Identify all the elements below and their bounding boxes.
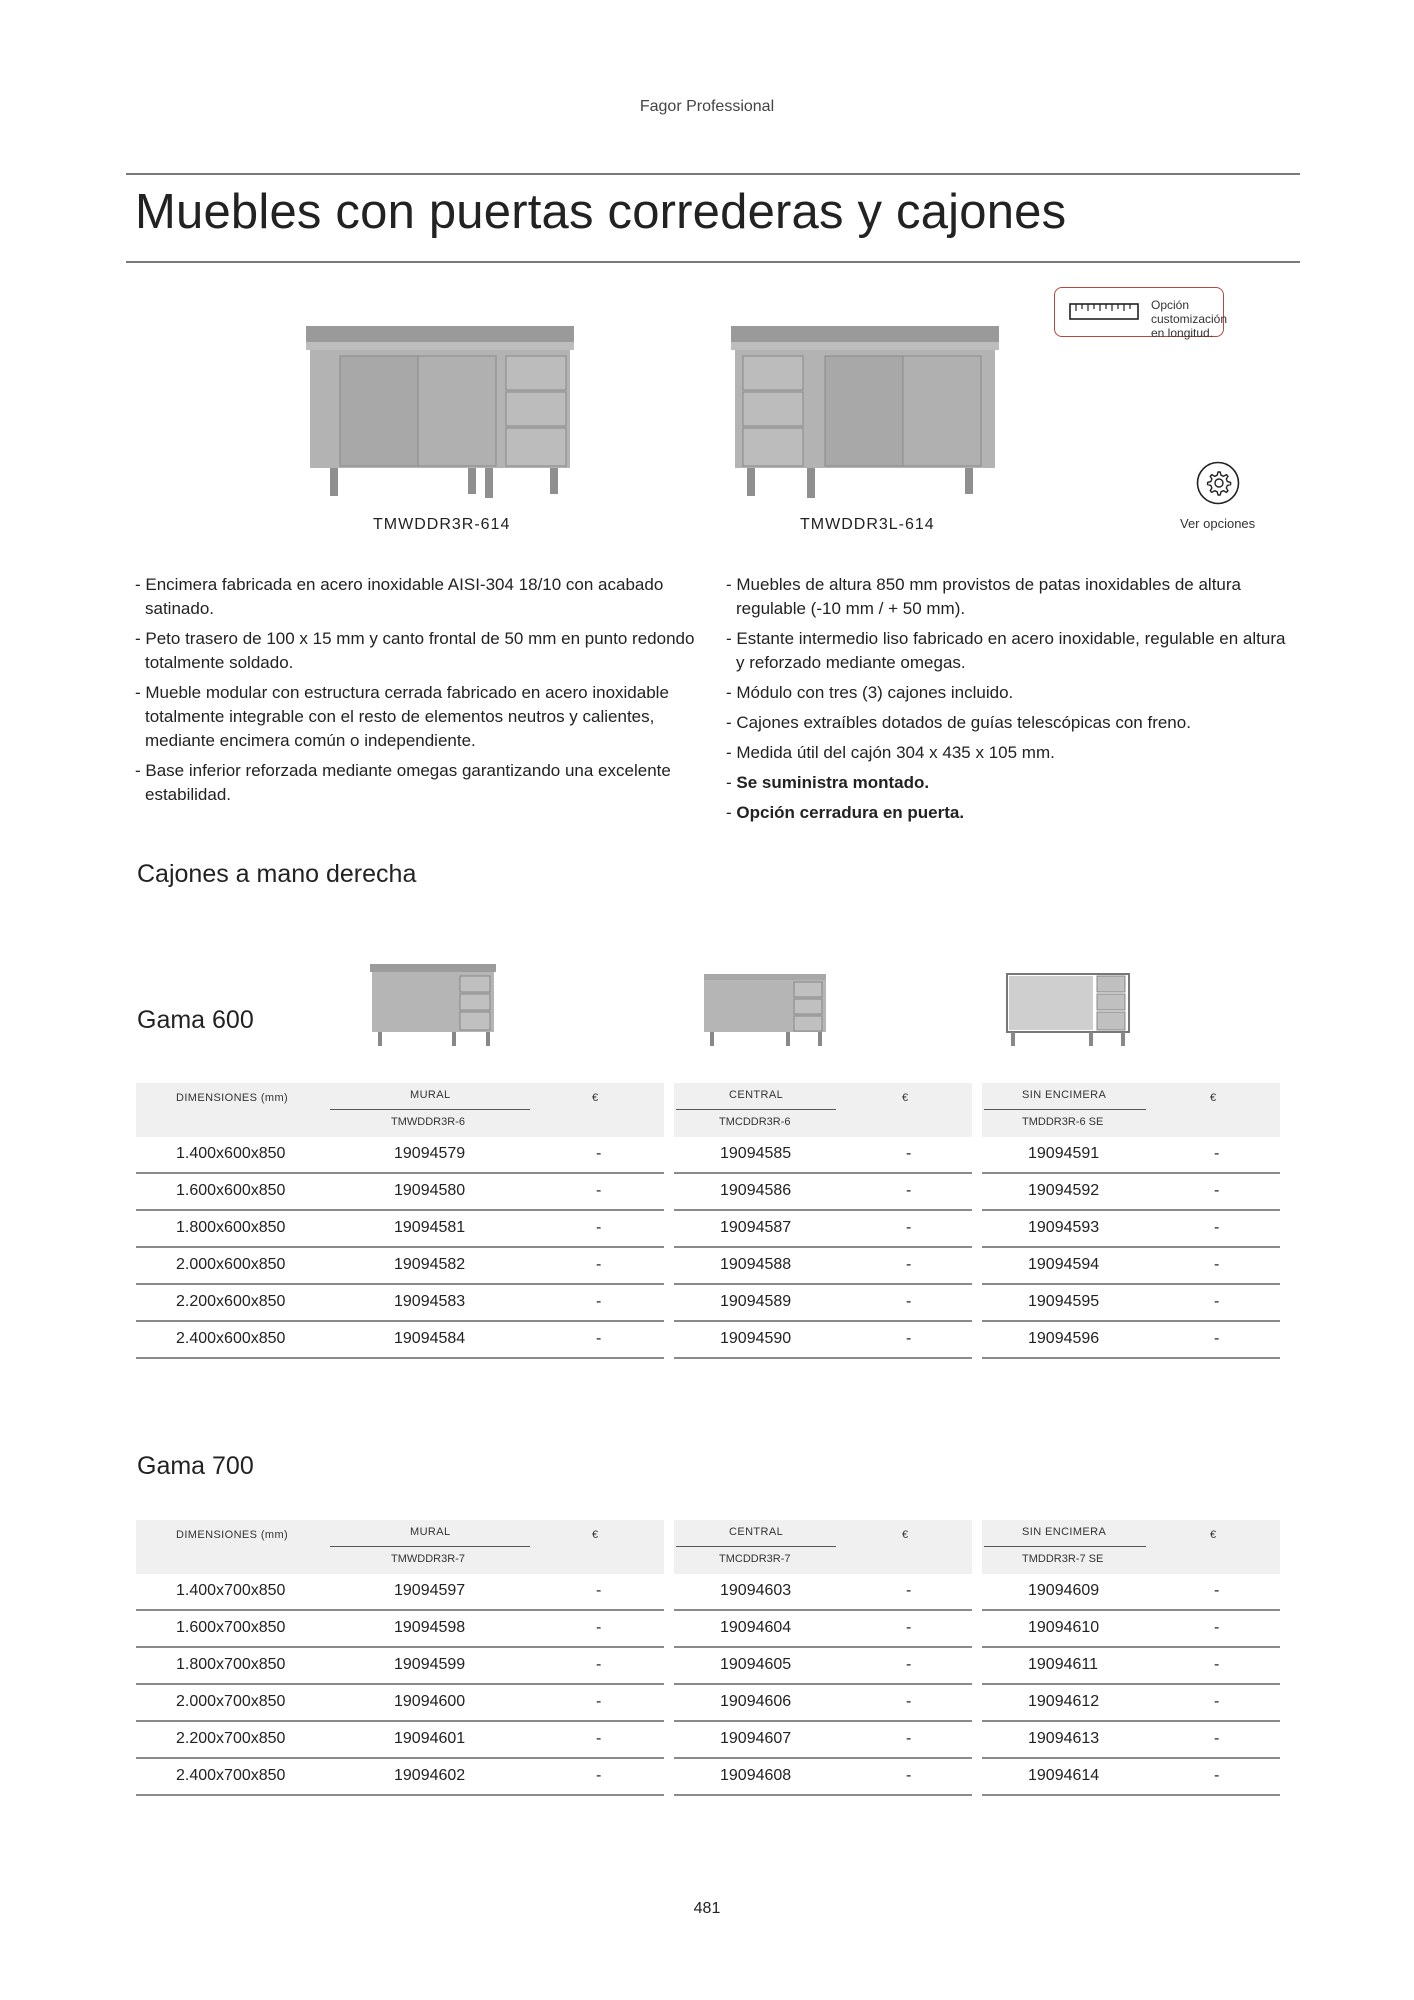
article-code-cell: 19094595 (1028, 1293, 1100, 1310)
group-model: TMCDDR3R-6 (719, 1116, 791, 1128)
group-label: MURAL (410, 1089, 451, 1101)
divider (330, 1109, 530, 1110)
price-cell: - (1214, 1619, 1220, 1636)
feature-item: - Encimera fabricada en acero inoxidable AISI-304 18/10 con acabado satinado. (135, 575, 664, 618)
group-label: MURAL (410, 1526, 451, 1538)
group-model: TMCDDR3R-7 (719, 1553, 791, 1565)
cabinet-left-drawers-image (725, 316, 1005, 501)
article-code-cell: 19094591 (1028, 1145, 1100, 1162)
article-code-cell: 19094587 (720, 1219, 792, 1236)
row-divider (136, 1757, 664, 1759)
row-divider (982, 1794, 1280, 1796)
article-code-cell: 19094603 (720, 1582, 792, 1599)
price-cell: - (1214, 1693, 1220, 1710)
price-cell: - (1214, 1330, 1220, 1347)
article-code-cell: 19094594 (1028, 1256, 1100, 1273)
price-cell: - (1214, 1582, 1220, 1599)
page-title: Muebles con puertas correderas y cajones (135, 185, 1067, 239)
divider (126, 261, 1300, 263)
dimension-cell: 2.000x700x850 (176, 1693, 286, 1710)
dimension-cell: 1.800x700x850 (176, 1656, 286, 1673)
article-code-cell: 19094608 (720, 1767, 792, 1784)
dimension-cell: 2.400x600x850 (176, 1330, 286, 1347)
article-code-cell: 19094607 (720, 1730, 792, 1747)
row-divider (674, 1609, 972, 1611)
dimension-cell: 1.600x700x850 (176, 1619, 286, 1636)
features-left (135, 573, 695, 813)
cabinet-right-drawers-image (300, 316, 580, 501)
row-divider (136, 1609, 664, 1611)
feature-item: - Base inferior reforzada mediante omegas garantizando una excelente estabilidad. (135, 761, 671, 804)
price-cell: - (596, 1693, 602, 1710)
price-cell: - (906, 1656, 912, 1673)
price-cell: - (1214, 1293, 1220, 1310)
divider (984, 1109, 1146, 1110)
price-cell: - (596, 1293, 602, 1310)
feature-item: - Módulo con tres (3) cajones incluido. (726, 683, 1014, 702)
row-divider (674, 1246, 972, 1248)
row-divider (674, 1357, 972, 1359)
price-cell: - (906, 1293, 912, 1310)
article-code-cell: 19094592 (1028, 1182, 1100, 1199)
price-cell: - (596, 1219, 602, 1236)
euro-header: € (1210, 1529, 1217, 1541)
row-divider (674, 1757, 972, 1759)
article-code-cell: 19094599 (394, 1656, 466, 1673)
feature-item: - Peto trasero de 100 x 15 mm y canto frontal de 50 mm en punto redondo totalmente soldado. (135, 629, 695, 672)
price-cell: - (906, 1582, 912, 1599)
dimension-cell: 2.200x600x850 (176, 1293, 286, 1310)
row-divider (982, 1209, 1280, 1211)
row-divider (982, 1683, 1280, 1685)
brand-name: Fagor Professional (639, 98, 775, 115)
price-cell: - (1214, 1656, 1220, 1673)
price-cell: - (906, 1730, 912, 1747)
price-cell: - (596, 1330, 602, 1347)
price-cell: - (906, 1693, 912, 1710)
price-cell: - (596, 1182, 602, 1199)
article-code-cell: 19094606 (720, 1693, 792, 1710)
article-code-cell: 19094580 (394, 1182, 466, 1199)
row-divider (674, 1209, 972, 1211)
row-divider (674, 1172, 972, 1174)
price-cell: - (906, 1330, 912, 1347)
price-cell: - (906, 1145, 912, 1162)
article-code-cell: 19094602 (394, 1767, 466, 1784)
price-cell: - (1214, 1730, 1220, 1747)
row-divider (674, 1283, 972, 1285)
dimension-cell: 1.600x600x850 (176, 1182, 286, 1199)
price-cell: - (906, 1619, 912, 1636)
row-divider (136, 1646, 664, 1648)
feature-item-bold: - Se suministra montado. (726, 773, 930, 792)
row-divider (674, 1646, 972, 1648)
article-code-cell: 19094611 (1028, 1656, 1098, 1673)
article-code-cell: 19094605 (720, 1656, 792, 1673)
row-divider (136, 1172, 664, 1174)
customization-text: Opción customización en longitud. (1151, 298, 1228, 340)
divider (330, 1546, 530, 1547)
dimensions-header: DIMENSIONES (mm) (176, 1092, 289, 1104)
price-cell: - (596, 1656, 602, 1673)
article-code-cell: 19094590 (720, 1330, 792, 1347)
article-code-cell: 19094601 (394, 1730, 466, 1747)
row-divider (136, 1283, 664, 1285)
euro-header: € (592, 1092, 599, 1104)
article-code-cell: 19094584 (394, 1330, 466, 1347)
price-cell: - (596, 1767, 602, 1784)
row-divider (674, 1320, 972, 1322)
article-code-cell: 19094604 (720, 1619, 792, 1636)
article-code-cell: 19094588 (720, 1256, 792, 1273)
feature-item: - Cajones extraíbles dotados de guías telescópicas con freno. (726, 713, 1191, 732)
central-cabinet-thumbnail (700, 962, 830, 1052)
divider (676, 1109, 836, 1110)
dimension-cell: 2.000x600x850 (176, 1256, 286, 1273)
article-code-cell: 19094596 (1028, 1330, 1100, 1347)
dimension-cell: 1.400x600x850 (176, 1145, 286, 1162)
product-code: TMWDDR3L-614 (800, 516, 935, 533)
price-cell: - (596, 1582, 602, 1599)
dimension-cell: 2.200x700x850 (176, 1730, 286, 1747)
feature-item: - Medida útil del cajón 304 x 435 x 105 mm. (726, 743, 1055, 762)
row-divider (136, 1794, 664, 1796)
customization-badge (1054, 287, 1228, 340)
price-cell: - (596, 1256, 602, 1273)
article-code-cell: 19094597 (394, 1582, 466, 1599)
group-model: TMWDDR3R-7 (391, 1553, 465, 1565)
article-code-cell: 19094614 (1028, 1767, 1100, 1784)
article-code-cell: 19094579 (394, 1145, 466, 1162)
feature-item-bold: - Opción cerradura en puerta. (726, 803, 965, 822)
row-divider (982, 1357, 1280, 1359)
feature-item: - Muebles de altura 850 mm provistos de patas inoxidables de altura regulable (-10 mm / + 50 mm). (726, 575, 1242, 618)
features-right (726, 573, 1286, 831)
article-code-cell: 19094613 (1028, 1730, 1100, 1747)
row-divider (982, 1283, 1280, 1285)
dimension-cell: 1.800x600x850 (176, 1219, 286, 1236)
product-code: TMWDDR3R-614 (373, 516, 511, 533)
price-cell: - (596, 1619, 602, 1636)
page-number: 481 (693, 1900, 721, 1917)
view-options-link[interactable]: Ver opciones (1180, 516, 1256, 531)
article-code-cell: 19094581 (394, 1219, 466, 1236)
table-header-band (674, 1083, 972, 1137)
divider (126, 173, 1300, 175)
price-cell: - (906, 1182, 912, 1199)
price-cell: - (1214, 1767, 1220, 1784)
article-code-cell: 19094589 (720, 1293, 792, 1310)
price-cell: - (1214, 1219, 1220, 1236)
euro-header: € (902, 1092, 909, 1104)
article-code-cell: 19094583 (394, 1293, 466, 1310)
group-label: CENTRAL (729, 1526, 784, 1538)
group-label: CENTRAL (729, 1089, 784, 1101)
row-divider (136, 1357, 664, 1359)
price-cell: - (906, 1256, 912, 1273)
euro-header: € (902, 1529, 909, 1541)
article-code-cell: 19094593 (1028, 1219, 1100, 1236)
divider (676, 1546, 836, 1547)
article-code-cell: 19094612 (1028, 1693, 1100, 1710)
group-model: TMDDR3R-7 SE (1022, 1553, 1104, 1565)
row-divider (982, 1172, 1280, 1174)
mural-cabinet-thumbnail (368, 962, 498, 1052)
section-title: Cajones a mano derecha (137, 860, 417, 888)
price-cell: - (906, 1767, 912, 1784)
settings-gear-icon[interactable] (1196, 461, 1240, 505)
row-divider (982, 1757, 1280, 1759)
price-cell: - (1214, 1256, 1220, 1273)
group-label: SIN ENCIMERA (1022, 1526, 1107, 1538)
row-divider (982, 1320, 1280, 1322)
price-cell: - (1214, 1182, 1220, 1199)
table-header-band (674, 1520, 972, 1574)
euro-header: € (1210, 1092, 1217, 1104)
open-cabinet-thumbnail (1003, 962, 1133, 1052)
article-code-cell: 19094610 (1028, 1619, 1100, 1636)
dimension-cell: 1.400x700x850 (176, 1582, 286, 1599)
group-model: TMWDDR3R-6 (391, 1116, 465, 1128)
ruler-icon (1069, 303, 1139, 320)
euro-header: € (592, 1529, 599, 1541)
row-divider (136, 1209, 664, 1211)
range-title: Gama 700 (137, 1452, 254, 1480)
row-divider (982, 1609, 1280, 1611)
price-cell: - (596, 1145, 602, 1162)
article-code-cell: 19094585 (720, 1145, 792, 1162)
range-title: Gama 600 (137, 1006, 254, 1034)
article-code-cell: 19094600 (394, 1693, 466, 1710)
row-divider (674, 1794, 972, 1796)
price-cell: - (596, 1730, 602, 1747)
article-code-cell: 19094582 (394, 1256, 466, 1273)
price-cell: - (1214, 1145, 1220, 1162)
article-code-cell: 19094586 (720, 1182, 792, 1199)
divider (984, 1546, 1146, 1547)
row-divider (982, 1646, 1280, 1648)
row-divider (982, 1246, 1280, 1248)
row-divider (136, 1320, 664, 1322)
row-divider (674, 1683, 972, 1685)
group-label: SIN ENCIMERA (1022, 1089, 1107, 1101)
dimensions-header: DIMENSIONES (mm) (176, 1529, 289, 1541)
row-divider (136, 1720, 664, 1722)
price-cell: - (906, 1219, 912, 1236)
dimension-cell: 2.400x700x850 (176, 1767, 286, 1784)
row-divider (982, 1720, 1280, 1722)
row-divider (136, 1683, 664, 1685)
row-divider (136, 1246, 664, 1248)
feature-item: - Estante intermedio liso fabricado en acero inoxidable, regulable en altura y reforzado mediante omegas. (726, 629, 1286, 672)
feature-item: - Mueble modular con estructura cerrada fabricado en acero inoxidable totalmente integrable con el resto de elementos neutros y calientes, mediante encimera común o independiente. (135, 683, 669, 750)
row-divider (674, 1720, 972, 1722)
article-code-cell: 19094609 (1028, 1582, 1100, 1599)
article-code-cell: 19094598 (394, 1619, 466, 1636)
group-model: TMDDR3R-6 SE (1022, 1116, 1104, 1128)
